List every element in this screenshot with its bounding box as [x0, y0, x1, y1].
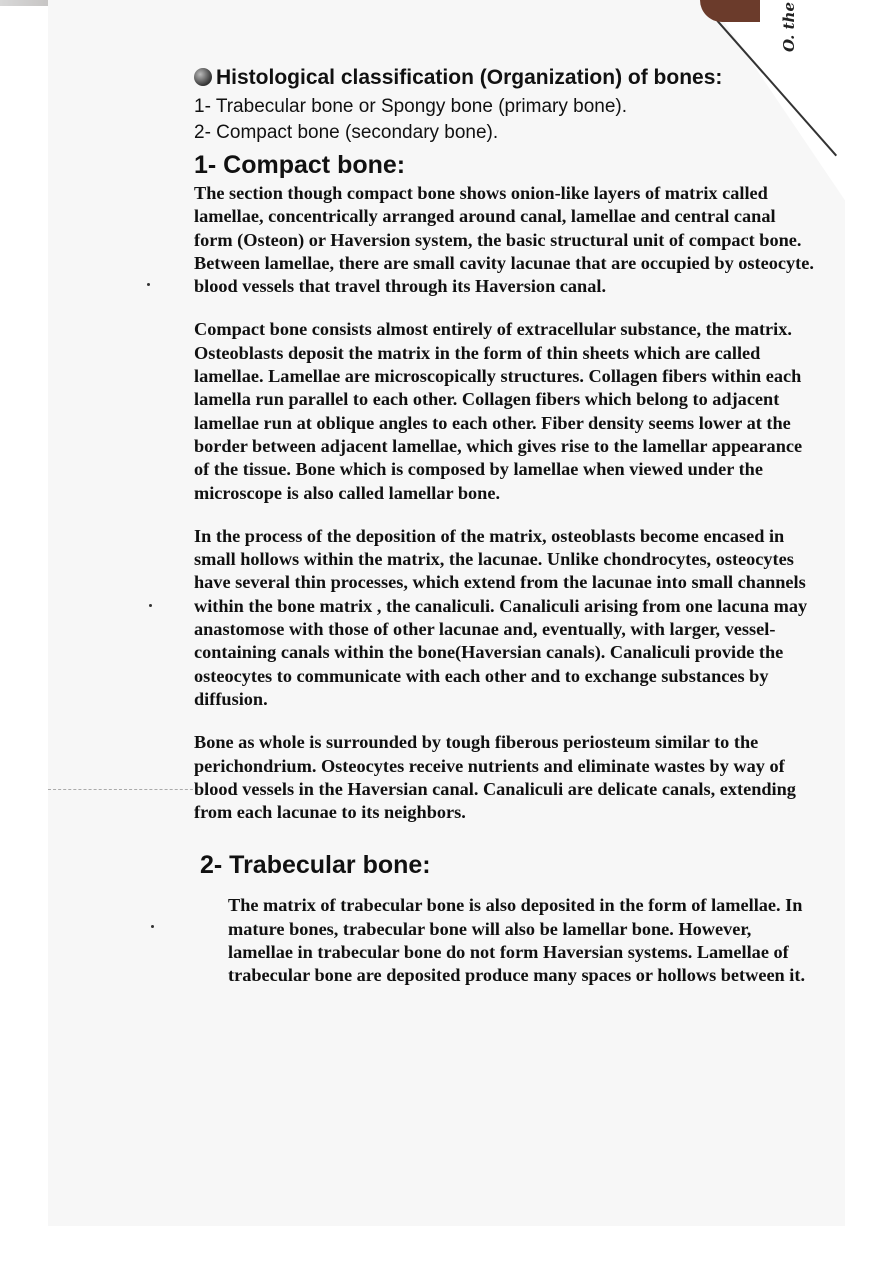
globe-icon	[194, 68, 212, 86]
paragraph: The section though compact bone shows onion-like layers of matrix called lamellae, concentrically arranged around canal, lamellae and central canal form (Osteon) or Haversion system, the basic structural unit of compact bone.	[194, 183, 802, 250]
page-title	[194, 62, 814, 94]
paragraph: blood vessels that travel through its Haversion canal.	[194, 276, 607, 297]
scan-artifact-line	[48, 789, 198, 790]
paragraph: The matrix of trabecular bone is also deposited in the form of lamellae. In mature bones, trabecular bone will also be lamellar bone. However, lamellae in trabecular bone do not form Haversian systems. Lamellae of trabecular bone are deposited produce many spaces or hollows between it.	[228, 895, 806, 986]
section-heading-compact: 1- Compact bone:	[194, 151, 406, 179]
paragraph: Compact bone consists almost entirely of extracellular substance, the matrix. Osteoblasts deposit the matrix in the form of thin sheets which are called lamellae. Lamellae are microscopically structures. Collagen fibers within each lamella run parallel to each other. Collagen fibers which belong to adjacent lamellae run at oblique angles to each other. Fiber density seems lower at the border between adjacent lamellae, which gives rise to the lamellar appearance of the tissue. Bone which is composed by lamellae when viewed under the microscope is also called lamellar bone.	[194, 319, 803, 503]
paragraph: Between lamellae, there are small cavity lacunae that are occupied by osteocyte.	[194, 252, 814, 273]
scan-speck	[151, 925, 154, 928]
corner-cutoff-text: O. the	[780, 2, 798, 53]
list-item: 1- Trabecular bone or Spongy bone (primary bone).	[194, 96, 628, 117]
list-item: 2- Compact bone (secondary bone).	[194, 122, 499, 143]
section-heading-trabecular: 2- Trabecular bone:	[200, 851, 431, 880]
document-body	[194, 62, 814, 988]
scan-speck	[147, 283, 150, 286]
page-title-text: Histological classification (Organization) of bones:	[216, 66, 723, 89]
paragraph: In the process of the deposition of the matrix, osteoblasts become encased in small hollows within the matrix, the lacunae. Unlike chondrocytes, osteocytes have several thin processes, which extend from the lacunae into small channels within the bone matrix , the canaliculi. Canaliculi arising from one lacuna may anastomose with those of other lacunae and, eventually, with larger, vessel-containing canals within the bone(Haversian canals). Canaliculi provide the osteocytes to communicate with each other and to exchange substances by diffusion.	[194, 525, 808, 709]
scan-speck	[149, 604, 152, 607]
paragraph: Bone as whole is surrounded by tough fiberous periosteum similar to the perichondrium. Osteocytes receive nutrients and eliminate wastes by way of blood vessels in the Haversian canal. Canaliculi are delicate canals, extending from each lacunae to its neighbors.	[194, 732, 796, 823]
